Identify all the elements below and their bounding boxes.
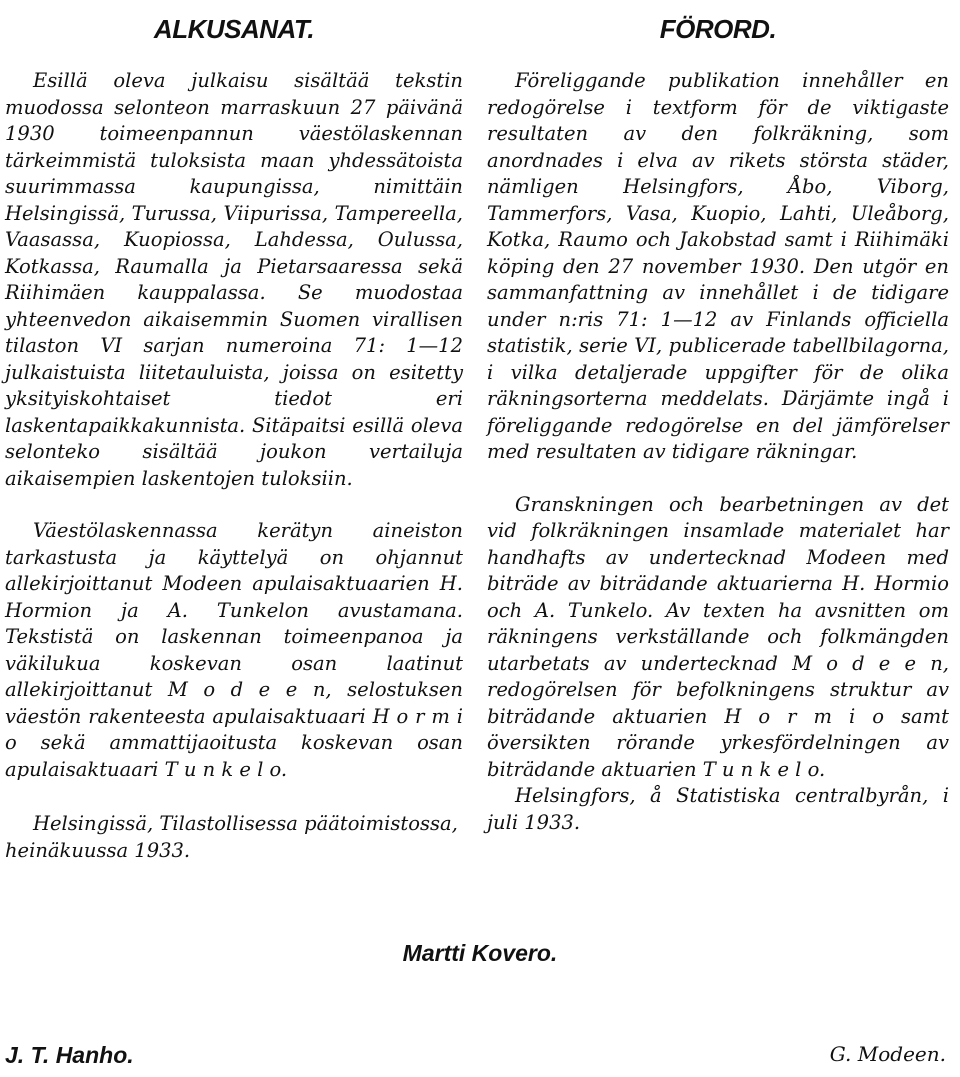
swedish-place-date: Helsingfors, å Statistiska centralbyrån, i juli 1933. bbox=[487, 784, 949, 834]
finnish-column bbox=[5, 12, 463, 864]
finnish-heading: ALKUSANAT. bbox=[153, 14, 315, 44]
swedish-paragraph-1: Föreliggande publikation innehåller en redogörelse i textform för de viktigaste resultaten av den folkräkning, som anordnades i elva av rikets största städer, nämligen Helsingfors, Åbo, Viborg, Tammerfors, Vasa, Kuopio, Lahti, Uleåborg, Kotka, Raumo och Jakobstad samt i Riihimäki köping den 27 november 1930. Den utgör en sammanfattning av innehållet i de tidigare under n:ris 71: 1—12 av Finlands officiella statistik, serie VI, publicerade tabellbilagorna, i vilka detaljerade uppgifter för de olika räkningsorterna meddelats. Därjämte ingå i föreliggande redogörelse en del jämförelser med resultaten av tidigare räkningar. bbox=[487, 69, 949, 463]
finnish-paragraph-2: Väestölaskennassa kerätyn aineiston tarkastusta ja käyttelyä on ohjannut allekirjoittanut Modeen apulaisaktuaarien H. Hormion ja A. Tunkelon avustamana. Tekstistä on laskennan toimeenpanoa ja väkilukua koskevan osan laatinut allekirjoittanut M o d e e n, selostuksen väestön rakenteesta apulaisaktuaari H o r m i o sekä ammattijaoitusta koskevan osan apulaisaktuaari T u n k e l o. bbox=[5, 519, 463, 781]
swedish-column bbox=[487, 12, 949, 836]
finnish-place-date: Helsingissä, Tilastollisessa päätoimistossa, heinäkuussa 1933. bbox=[5, 812, 458, 862]
finnish-paragraph-1: Esillä oleva julkaisu sisältää tekstin muodossa selonteon marraskuun 27 päivänä 1930 toimeenpannun väestölaskennan tärkeimmistä tuloksista maan yhdessätoista suurimmassa kaupungissa, nimittäin Helsingissä, Turussa, Viipurissa, Tampereella, Vaasassa, Kuopiossa, Lahdessa, Oulussa, Kotkassa, Raumalla ja Pietarsaaressa sekä Riihimäen kauppalassa. Se muodostaa yhteenvedon aikaisemmin Suomen virallisen tilaston VI sarjan numeroina 71: 1—12 julkaistuista liitetauluista, joissa on esitetty yksityiskohtaiset tiedot eri laskentapaikkakunnista. Sitäpaitsi esillä oleva selonteko sisältää joukon vertailuja aikaisempien laskentojen tuloksiin. bbox=[5, 69, 463, 490]
signature-left: J. T. Hanho. bbox=[5, 1042, 134, 1068]
swedish-heading: FÖRORD. bbox=[659, 14, 777, 44]
signature-right: G. Modeen. bbox=[829, 1042, 946, 1066]
signature-center: Martti Kovero. bbox=[402, 940, 558, 966]
swedish-paragraph-2: Granskningen och bearbetningen av det vid folkräkningen insamlade materialet har handhafts av undertecknad Modeen med biträde av biträdande aktuarierna H. Hormio och A. Tunkelo. Av texten ha avsnitten om räkningens verkställande och folkmängden utarbetats av undertecknad M o d e e n, redogörelsen för befolkningens struktur av biträdande aktuarien H o r m i o samt översikten rörande yrkesfördelningen av biträdande aktuarien T u n k e l o. bbox=[487, 492, 949, 781]
